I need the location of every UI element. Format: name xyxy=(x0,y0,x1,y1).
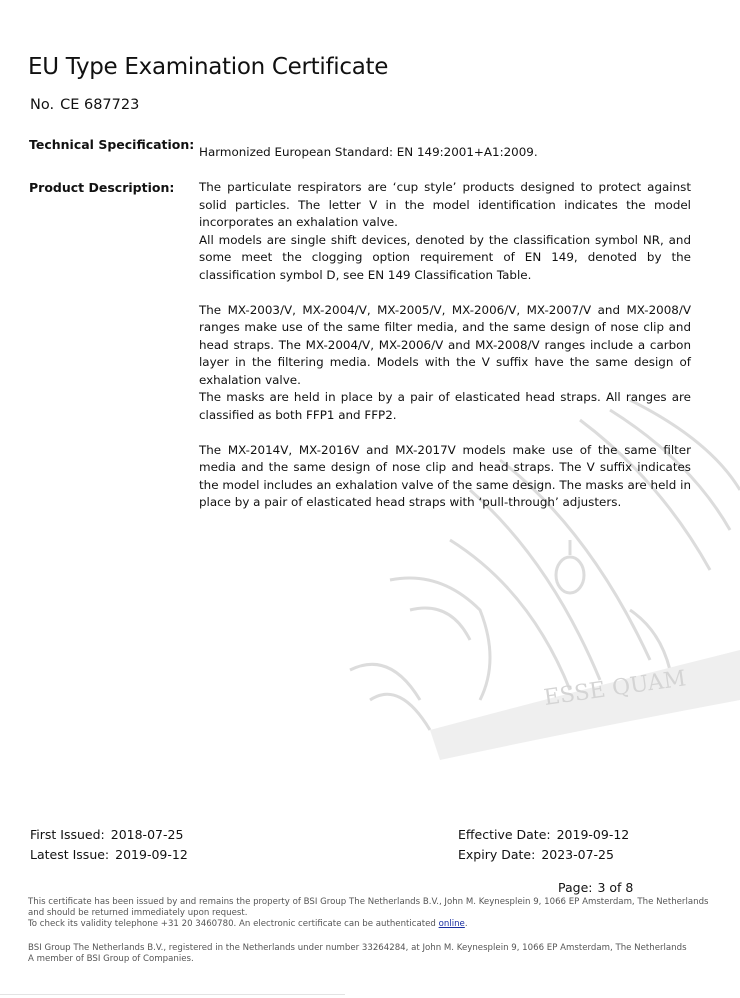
page-number-value: 3 of 8 xyxy=(597,880,634,895)
certificate-number-value: CE 687723 xyxy=(60,97,140,113)
first-issued-label: First Issued: xyxy=(30,827,105,842)
watermark-motto: ESSE QUAM xyxy=(542,666,688,711)
description-paragraph: The particulate respirators are ‘cup style’ products designed to protect against solid particles. The letter V in the model identification indicates the model incorporates an exhalation valve. xyxy=(199,180,691,229)
certificate-number xyxy=(30,97,145,113)
expiry-date-value: 2023-07-25 xyxy=(541,847,614,862)
bottom-divider xyxy=(0,994,345,995)
latest-issue xyxy=(30,847,188,862)
description-paragraph: The MX-2014V, MX-2016V and MX-2017V models make use of the same filter media and the same design of nose clip and head straps. The V suffix indicates the model includes an exhalation valve of the same design. The masks are held in place by a pair of elasticated head straps with ‘pull-through’ adjusters. xyxy=(199,442,691,509)
technical-specification-value: Harmonized European Standard: EN 149:2001+A1:2009. xyxy=(199,145,538,159)
technical-specification-label: Technical Specification: xyxy=(29,137,195,152)
product-description-label: Product Description: xyxy=(29,180,175,195)
expiry-date-label: Expiry Date: xyxy=(458,847,536,862)
description-paragraph: The masks are held in place by a pair of elasticated head straps. All ranges are classified as both FFP1 and FFP2. xyxy=(199,390,691,422)
effective-date-value: 2019-09-12 xyxy=(556,827,630,842)
footer-validity-line xyxy=(28,919,718,930)
footer-registration xyxy=(28,943,718,965)
certificate-number-label: No. xyxy=(30,97,55,113)
footer-property-notice xyxy=(28,897,718,930)
footer-validity-text: To check its validity telephone +31 20 3460780. An electronic certificate can be authenticated xyxy=(28,919,436,929)
page-number-label: Page: xyxy=(558,880,593,895)
description-paragraph: The MX-2003/V, MX-2004/V, MX-2005/V, MX-2006/V, MX-2007/V and MX-2008/V ranges make use of the same filter media, and the same design of nose clip and head straps. The MX-2004/V, MX-2006/V and MX-2008/V ranges include a carbon layer in the filtering media. Models with the V suffix have the same design of exhalation valve. xyxy=(199,302,691,387)
latest-issue-value: 2019-09-12 xyxy=(115,847,188,862)
footer-line: BSI Group The Netherlands B.V., registered in the Netherlands under number 33264284, at John M. Keynesplein 9, 1066 EP Amsterdam, The Netherlands xyxy=(28,943,687,953)
footer-line: A member of BSI Group of Companies. xyxy=(28,954,194,964)
footer-line: This certificate has been issued by and remains the property of BSI Group The Netherlands B.V., John M. Keynesplein 9, 1066 EP Amsterdam, The Netherlands and should be returned immediately upon request. xyxy=(28,897,709,918)
footer-validity-suffix: . xyxy=(464,919,468,929)
product-description-text xyxy=(199,179,691,512)
expiry-date xyxy=(458,847,614,862)
first-issued xyxy=(30,827,183,842)
page-title: EU Type Examination Certificate xyxy=(28,54,389,80)
latest-issue-label: Latest Issue: xyxy=(30,847,110,862)
online-authentication-link[interactable]: online xyxy=(438,919,465,929)
description-paragraph: All models are single shift devices, denoted by the classification symbol NR, and some meet the clogging option requirement of EN 149, denoted by the classification symbol D, see EN 149 Classification Table. xyxy=(199,232,691,282)
page-number xyxy=(558,880,633,895)
first-issued-value: 2018-07-25 xyxy=(110,827,184,842)
effective-date xyxy=(458,827,629,842)
effective-date-label: Effective Date: xyxy=(458,827,551,842)
